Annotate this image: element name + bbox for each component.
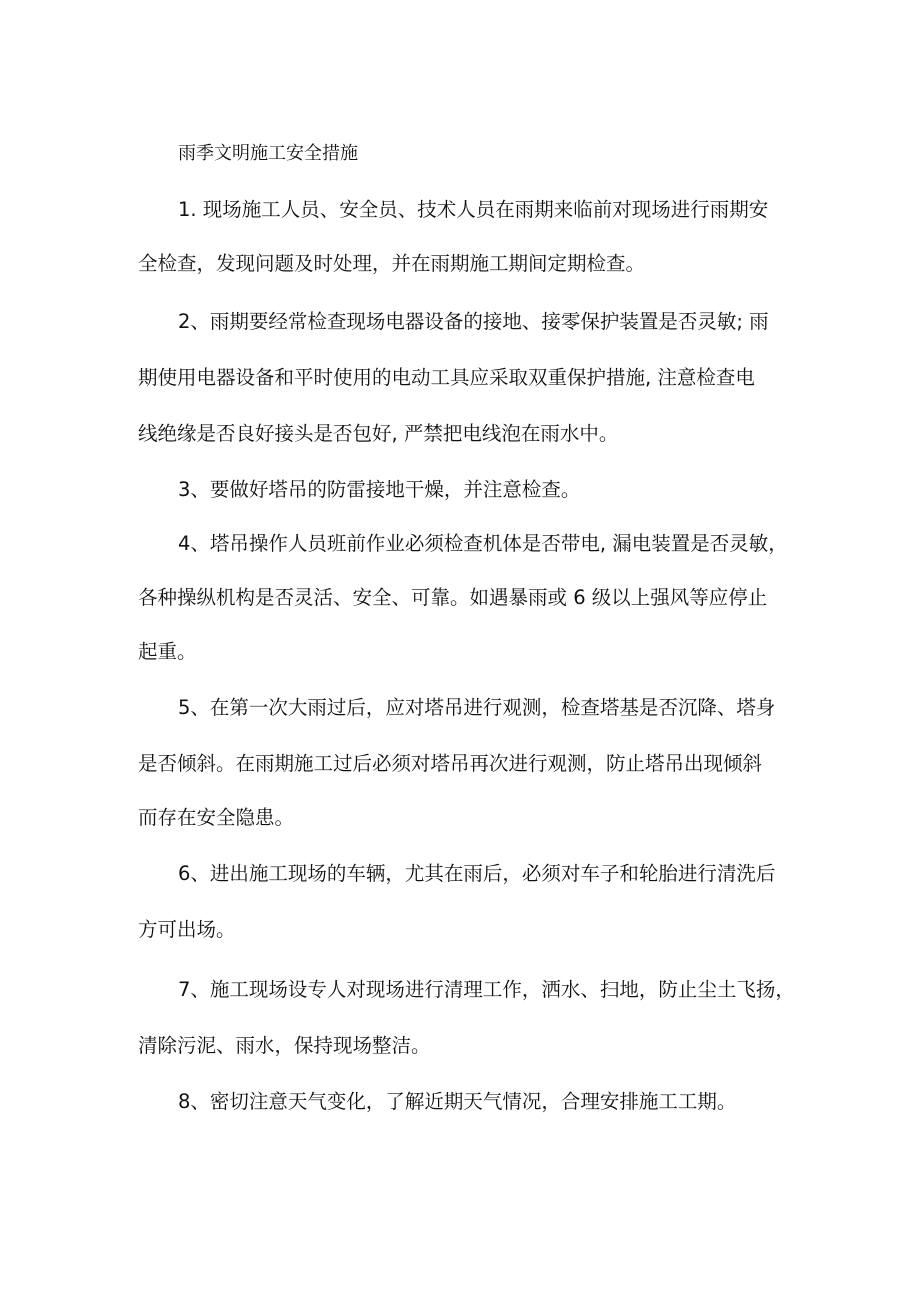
document-title: 雨季文明施工安全措施 [178,143,358,164]
paragraph-2-line-3: 线绝缘是否良好接头是否包好, 严禁把电线泡在雨水中。 [138,422,619,445]
paragraph-2-line-2: 期使用电器设备和平时使用的电动工具应采取双重保护措施, 注意检查电 [138,366,755,389]
paragraph-1-line-2: 全检查，发现问题及时处理，并在雨期施工期间定期检查。 [138,252,646,275]
paragraph-4-line-2: 各种操纵机构是否灵活、安全、可靠。如遇暴雨或 6 级以上强风等应停止 [138,586,768,609]
paragraph-8-line-1: 8、密切注意天气变化，了解近期天气情况，合理安排施工工期。 [178,1090,737,1113]
paragraph-6-line-2: 方可出场。 [138,918,236,941]
paragraph-5-line-3: 而存在安全隐患。 [138,806,295,829]
paragraph-4-line-3: 起重。 [138,640,197,663]
paragraph-7-line-2: 清除污泥、雨水，保持现场整洁。 [138,1034,431,1057]
paragraph-4-line-1: 4、塔吊操作人员班前作业必须检查机体是否带电, 漏电装置是否灵敏， [178,532,788,555]
paragraph-7-line-1: 7、施工现场设专人对现场进行清理工作，洒水、扫地，防止尘土飞扬， [178,978,795,1001]
paragraph-3-line-1: 3、要做好塔吊的防雷接地干燥，并注意检查。 [178,478,581,501]
paragraph-1-line-1: 1. 现场施工人员、安全员、技术人员在雨期来临前对现场进行雨期安 [178,198,769,221]
paragraph-6-line-1: 6、进出施工现场的车辆，尤其在雨后，必须对车子和轮胎进行清洗后 [178,862,776,885]
paragraph-5-line-2: 是否倾斜。在雨期施工过后必须对塔吊再次进行观测，防止塔吊出现倾斜 [138,752,763,775]
paragraph-5-line-1: 5、在第一次大雨过后，应对塔吊进行观测，检查塔基是否沉降、塔身 [178,696,776,719]
paragraph-2-line-1: 2、雨期要经常检查现场电器设备的接地、接零保护装置是否灵敏; 雨 [178,310,769,333]
